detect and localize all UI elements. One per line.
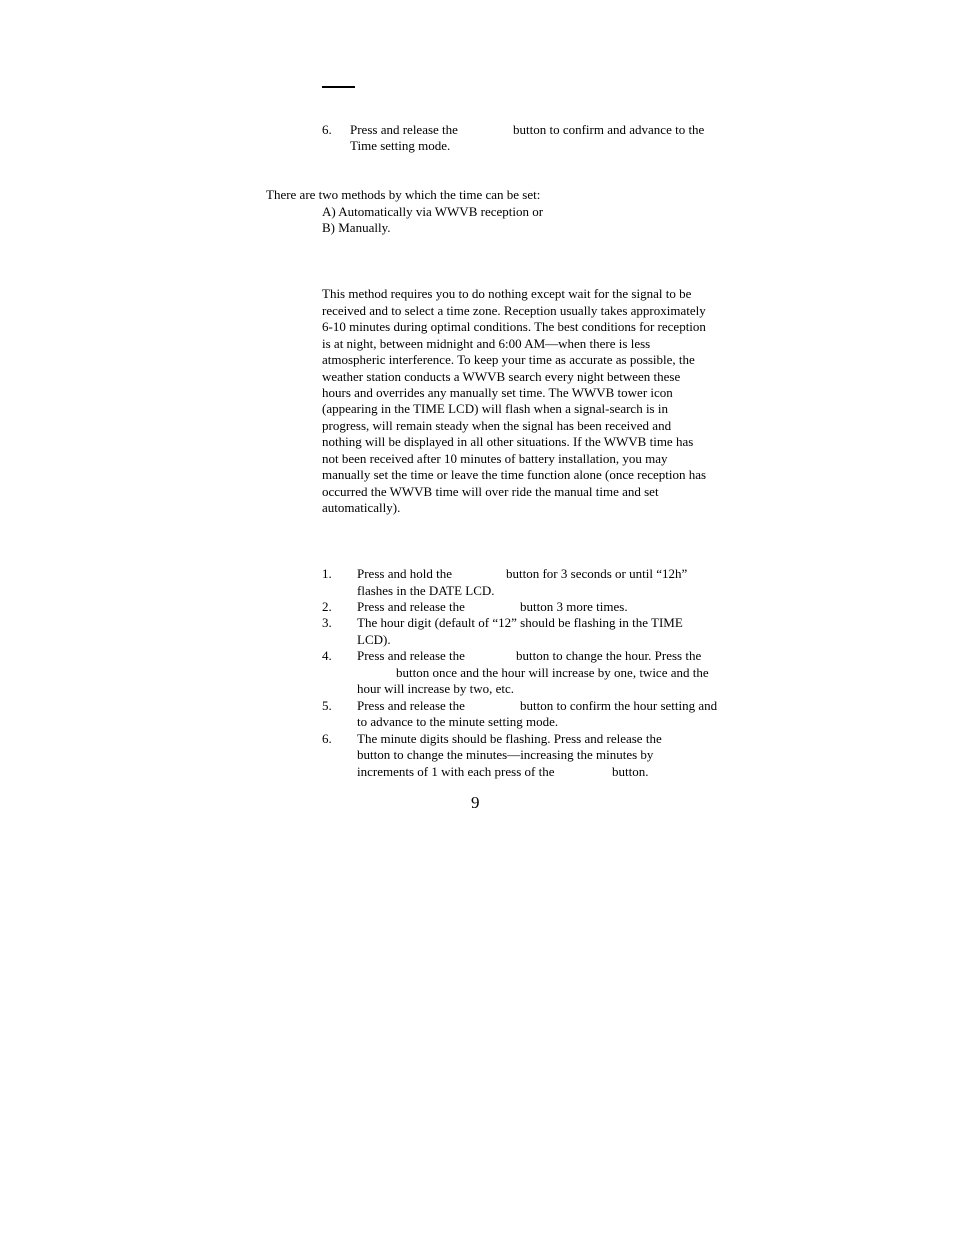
list-number: 5. [322, 698, 332, 713]
list-text: button to confirm and advance to the [513, 122, 705, 137]
list-text: The hour digit (default of “12” should be flashing in the TIME [357, 615, 683, 630]
list-number: 3. [322, 615, 332, 630]
list-number: 6. [322, 731, 332, 746]
list-text: hour will increase by two, etc. [357, 681, 515, 696]
list-text: The minute digits should be flashing. Press and release the [357, 731, 662, 746]
list-text: button once and the hour will increase by one, twice and the [396, 665, 709, 680]
list-text: Press and release the [357, 599, 465, 614]
page-number: 9 [471, 793, 480, 812]
list-text: LCD). [357, 632, 391, 647]
list-text: to advance to the minute setting mode. [357, 714, 559, 729]
method-option-a: A) Automatically via WWVB reception or [322, 204, 544, 219]
list-text: Press and release the [357, 698, 465, 713]
paragraph-line: progress, will remain steady when the signal has been received and [322, 418, 672, 433]
paragraph-line: manually set the time or leave the time function alone (once reception has [322, 467, 707, 482]
list-text: increments of 1 with each press of the [357, 764, 555, 779]
list-number: 4. [322, 648, 332, 663]
list-text: Time setting mode. [350, 138, 451, 153]
heading-underline [322, 86, 355, 88]
list-text: button. [612, 764, 649, 779]
list-text: flashes in the DATE LCD. [357, 583, 495, 598]
paragraph-line: occurred the WWVB time will over ride the manual time and set [322, 484, 659, 499]
list-text: Press and release the [357, 648, 465, 663]
methods-intro: There are two methods by which the time can be set: [266, 187, 541, 202]
list-number: 6. [322, 122, 332, 137]
paragraph-line: (appearing in the TIME LCD) will flash when a signal-search is in [322, 401, 668, 416]
list-text: button for 3 seconds or until “12h” [506, 566, 688, 581]
paragraph-line: automatically). [322, 500, 401, 515]
list-number: 1. [322, 566, 332, 581]
list-text: Press and release the [350, 122, 458, 137]
paragraph-line: This method requires you to do nothing except wait for the signal to be [322, 286, 692, 301]
list-text: button to confirm the hour setting and [520, 698, 718, 713]
list-number: 2. [322, 599, 332, 614]
paragraph-line: hours and overrides any manually set time. The WWVB tower icon [322, 385, 673, 400]
list-text: Press and hold the [357, 566, 452, 581]
paragraph-line: nothing will be displayed in all other situations. If the WWVB time has [322, 434, 694, 449]
paragraph-line: 6-10 minutes during optimal conditions. The best conditions for reception [322, 319, 706, 334]
list-text: button to change the minutes—increasing the minutes by [357, 747, 654, 762]
list-text: button to change the hour. Press the [516, 648, 702, 663]
paragraph-line: is at night, between midnight and 6:00 AM—when there is less [322, 336, 651, 351]
list-text: button 3 more times. [520, 599, 628, 614]
paragraph-line: atmospheric interference. To keep your time as accurate as possible, the [322, 352, 695, 367]
paragraph-line: received and to select a time zone. Reception usually takes approximately [322, 303, 706, 318]
paragraph-line: not been received after 10 minutes of battery installation, you may [322, 451, 668, 466]
method-option-b: B) Manually. [322, 220, 391, 235]
paragraph-line: weather station conducts a WWVB search every night between these [322, 369, 681, 384]
